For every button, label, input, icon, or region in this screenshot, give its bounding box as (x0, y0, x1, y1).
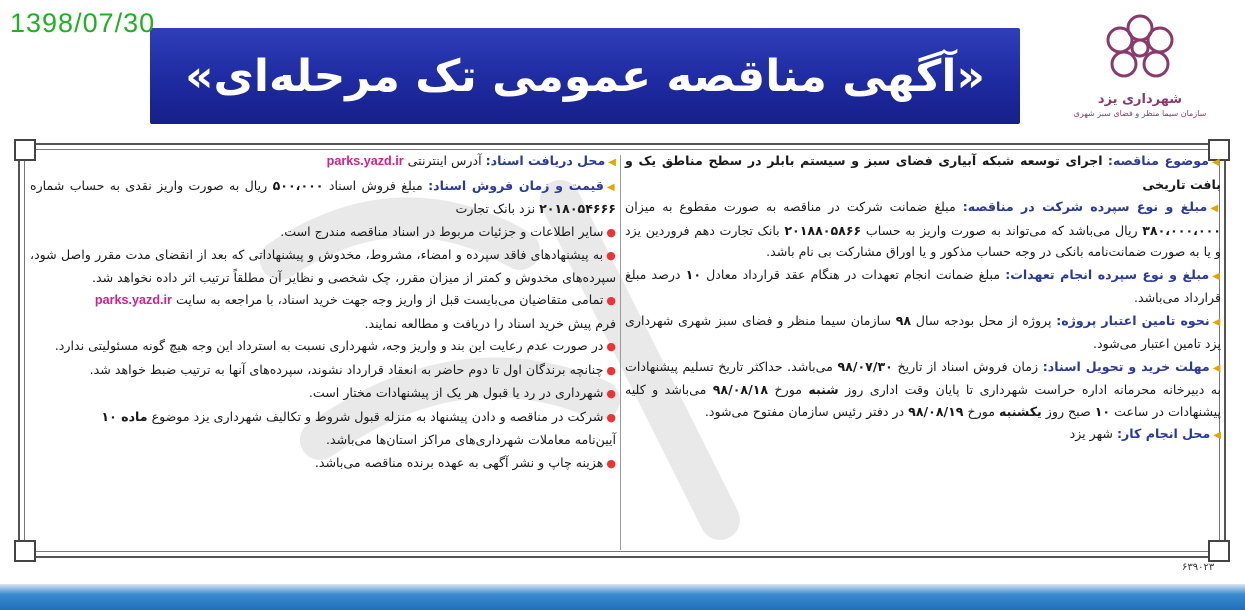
list-item: ●شهرداری در رد یا قبول هر یک از پیشنهادات مختار است. (308, 385, 616, 400)
deadline-paragraph: ◀مهلت خرید و تحویل اسناد: زمان فروش اسناد از تاریخ ۹۸/۰۷/۳۰ می‌باشد. حداکثر تاریخ تسلیم پیشنهادات به دبیرخانه محرمانه اداره حراست شهرداری تا پایان وقت اداری روز شنبه مورخ ۹۸/۰۸/۱۸ می‌باشد و کلیه پیشنهادات در ساعت ۱۰ صبح روز یکشنبه مورخ ۹۸/۰۸/۱۹ در دفتر رئیس سازمان مفتوح می‌شود. (625, 358, 1221, 419)
municipality-logo (1060, 10, 1220, 140)
title-banner (150, 28, 1020, 124)
list-item: ●تمامی متقاضیان می‌بایست قبل از واریز وجه جهت خرید اسناد، با مراجعه به سایت parks.yazd.ir (94, 292, 616, 307)
site-link[interactable]: parks.yazd.ir (94, 293, 172, 307)
list-item: آیین‌نامه معاملات شهرداری‌های مراکز استان‌ها می‌باشد. (325, 432, 616, 447)
list-item: فرم پیش خرید اسناد را دریافت و مطالعه نمایند. (364, 315, 616, 331)
list-item: ●شرکت در مناقصه و دادن پیشنهاد به منزله قبول شروط و تکالیف شهرداری یزد موضوع ماده ۱۰ (101, 408, 616, 424)
date-stamp: 1398/07/30 (10, 8, 156, 38)
deposit-paragraph: ◀مبلغ و نوع سپرده شرکت در مناقصه: مبلغ ضمانت شرکت در مناقصه به صورت مقطوع به میزان ۳۸۰،۰۰۰،۰۰۰ ریال می‌باشد که می‌تواند به صورت واریز به حساب ۲۰۱۸۸۰۵۸۶۶ بانک تجارت دهم فروردین یزد و یا به صورت ضمانت‌نامه بانکی در وجه حساب مذکور و یا اوراق مشارکت بی نام باشد. (625, 199, 1221, 259)
column-divider (620, 155, 621, 550)
location-paragraph: ◀محل انجام کار: شهر یزد (1069, 426, 1221, 441)
price-paragraph: ◀قیمت و زمان فروش اسناد: مبلغ فروش اسناد ۵۰۰،۰۰۰ ریال به صورت واریز نقدی به حساب شماره ۲۰۱۸۰۵۴۶۶۶ نزد بانک تجارت (30, 177, 616, 216)
subject-paragraph: ◀موضوع مناقصه: اجرای توسعه شبکه آبیاری فضای سبز و سیستم بابلر در سطح مناطق یک و بافت تاریخی (625, 153, 1221, 192)
list-item: ●چنانچه برندگان اول تا دوم حاضر به انعقاد قرارداد نشوند، سپرده‌های آنها به ترتیب ضبط خواهد شد. (89, 361, 616, 377)
page-title: «آگهی مناقصه عمومی تک مرحله‌ای» (185, 50, 985, 102)
article-number: ماده ۱۰ (101, 408, 148, 424)
funding-paragraph: ◀نحوه تامین اعتبار پروژه: پروژه از محل بودجه سال ۹۸ سازمان سیما منظر و فضای سبز شهری شهرداری یزد تامین اعتبار می‌شود. (625, 312, 1221, 351)
guarantee-paragraph: ◀مبلغ و نوع سپرده انجام تعهدات: مبلغ ضمانت انجام تعهدات در هنگام عقد قرارداد معادل ۱۰ درصد مبلغ قرارداد می‌باشد. (625, 266, 1221, 305)
list-item: ●سایر اطلاعات و جزئیات مربوط در اسناد مناقصه مندرج است. (280, 223, 616, 239)
logo-name: شهرداری یزد (1097, 92, 1183, 107)
receipt-link[interactable]: parks.yazd.ir (326, 154, 404, 168)
left-column (30, 150, 616, 475)
flower-logo-icon (1100, 10, 1180, 90)
logo-subtitle: سازمان سیما منظر و فضای سبز شهری (1073, 109, 1207, 118)
list-item: ●در صورت عدم رعایت این بند و واریز وجه، شهرداری نسبت به استرداد این وجه هیچ گونه مسئولیتی ندارد. (54, 338, 616, 353)
list-item: ●هزینه چاپ و نشر آگهی به عهده برنده مناقصه می‌باشد. (314, 454, 616, 470)
right-column (625, 150, 1221, 448)
bottom-bar (0, 584, 1245, 610)
receipt-paragraph: ◀محل دریافت اسناد: آدرس اینترنتی parks.yazd.ir (326, 153, 616, 168)
list-item: ●به پیشنهادهای فاقد سپرده و امضاء، مشروط، مخدوش و پیشنهاداتی که بعد از انقضای مدت مقرر واصل شود، سپرده‌های مخدوش و کمتر از میزان مقرر، چک شخصی و نظایر آن مطلقاً ترتیب اثر داده نخواهد شد. (30, 247, 616, 285)
ad-code: ۶۳۹۰۲۳ (1182, 562, 1215, 573)
